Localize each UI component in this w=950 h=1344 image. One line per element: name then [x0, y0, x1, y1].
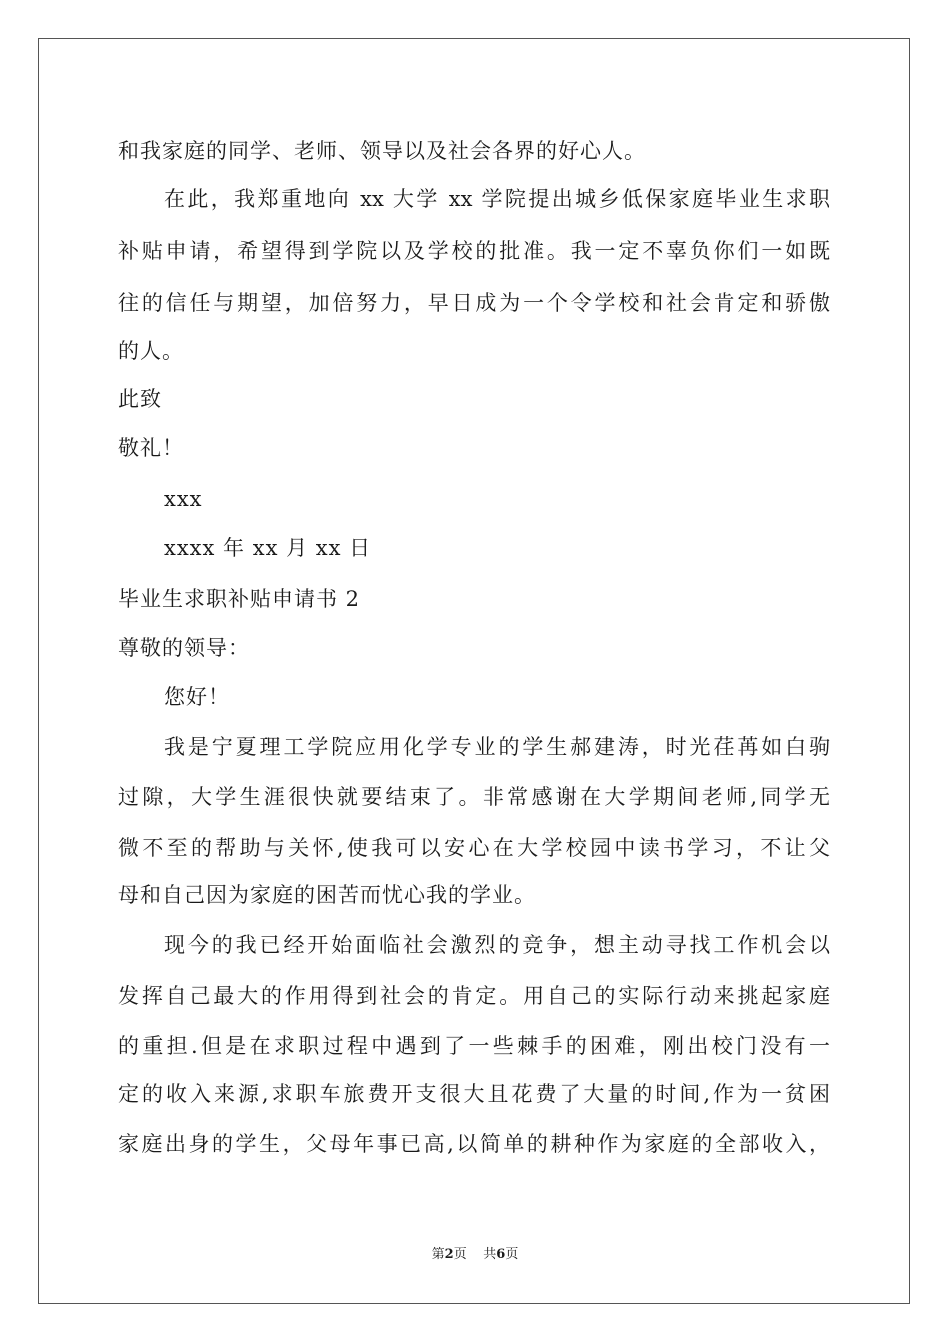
page-border [38, 38, 910, 1304]
footer-prefix: 第 [431, 1247, 445, 1262]
footer-page-suffix: 页 [453, 1247, 467, 1262]
paragraph-line: 微不至的帮助与关怀,使我可以安心在大学校园中读书学习，不让父 [118, 836, 830, 860]
paragraph-line: 现今的我已经开始面临社会激烈的竞争，想主动寻找工作机会以 [164, 933, 830, 957]
footer-total-prefix: 共 [483, 1247, 497, 1262]
signature-name: xxx [164, 487, 203, 511]
paragraph-line: 家庭出身的学生，父母年事已高,以简单的耕种作为家庭的全部收入， [118, 1132, 830, 1156]
footer-total-pages: 6 [496, 1247, 506, 1262]
paragraph-line: 过隙，大学生涯很快就要结束了。非常感谢在大学期间老师,同学无 [118, 785, 830, 809]
signature-date: xxxx 年 xx 月 xx 日 [164, 536, 372, 560]
paragraph-line: 和我家庭的同学、老师、领导以及社会各界的好心人。 [118, 139, 646, 163]
section-title: 毕业生求职补贴申请书 2 [118, 587, 361, 611]
closing-line: 此致 [118, 387, 162, 411]
paragraph-line: 发挥自己最大的作用得到社会的肯定。用自己的实际行动来挑起家庭 [118, 984, 830, 1008]
paragraph-line: 往的信任与期望，加倍努力，早日成为一个令学校和社会肯定和骄傲 [118, 291, 830, 315]
page-footer [0, 1248, 950, 1261]
paragraph-line: 母和自己因为家庭的困苦而忧心我的学业。 [118, 883, 536, 907]
salutation: 尊敬的领导： [118, 636, 250, 660]
paragraph-line: 在此，我郑重地向 xx 大学 xx 学院提出城乡低保家庭毕业生求职 [164, 187, 830, 211]
paragraph-line: 的人。 [118, 339, 184, 363]
paragraph-line: 定的收入来源,求职车旅费开支很大且花费了大量的时间,作为一贫困 [118, 1082, 830, 1106]
paragraph-line: 我是宁夏理工学院应用化学专业的学生郝建涛，时光荏苒如白驹 [164, 735, 830, 759]
paragraph-line: 的重担.但是在求职过程中遇到了一些棘手的困难，刚出校门没有一 [118, 1034, 830, 1058]
paragraph-line: 补贴申请，希望得到学院以及学校的批准。我一定不辜负你们一如既 [118, 239, 830, 263]
footer-total-suffix: 页 [505, 1247, 519, 1262]
footer-page-number: 2 [444, 1247, 454, 1262]
greeting: 您好！ [164, 685, 230, 709]
closing-salute: 敬礼！ [118, 436, 184, 460]
